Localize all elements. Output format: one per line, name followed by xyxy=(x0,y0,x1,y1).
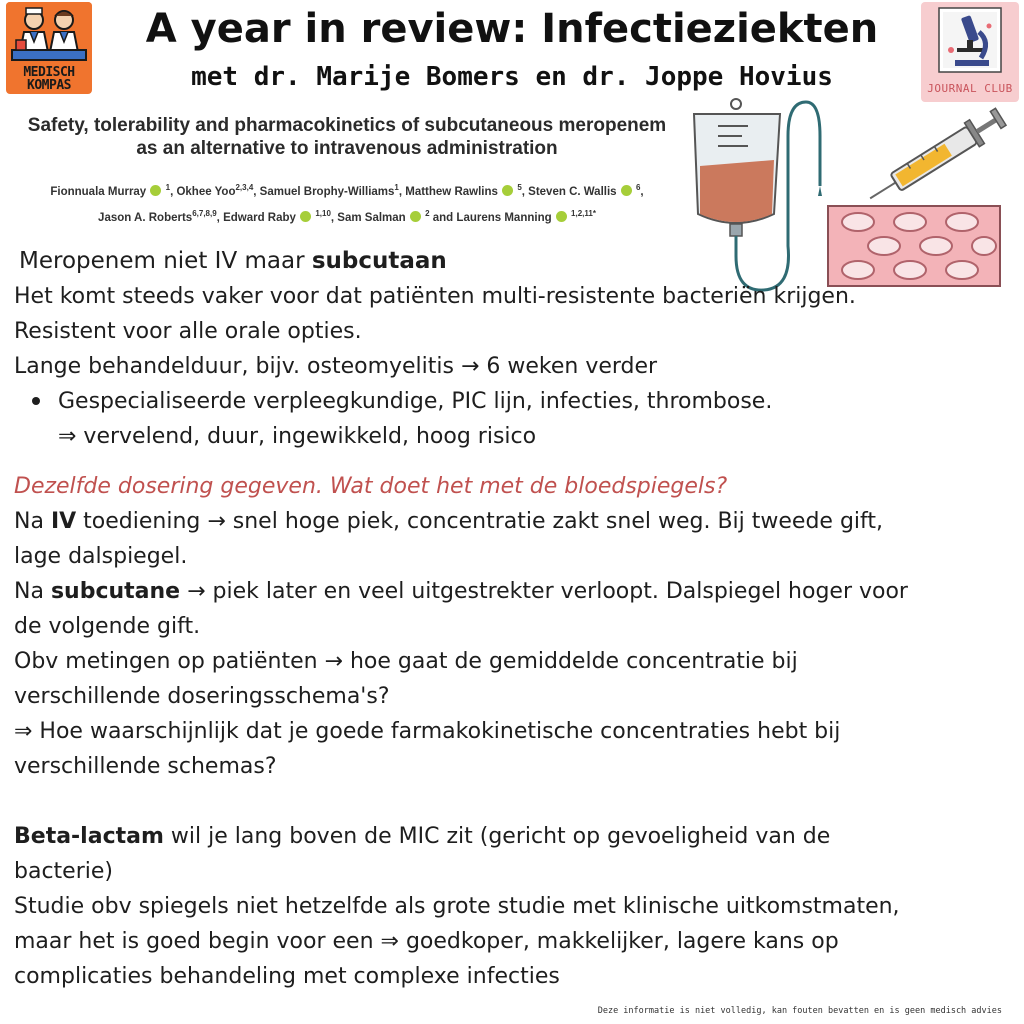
orcid-icon xyxy=(502,185,513,196)
author-affiliation: 1 xyxy=(165,183,171,192)
body-line: Studie obv spiegels niet hetzelfde als grote studie met klinische uitkomstmaten, xyxy=(14,894,900,919)
logo-text-line2: KOMPAS xyxy=(27,78,71,93)
paper-title-line1: Safety, tolerability and pharmacokinetics of subcutaneous meropenem xyxy=(27,115,667,136)
bullet-text: Gespecialiseerde verpleegkundige, PIC lijn, infecties, thrombose. xyxy=(58,389,773,414)
body-line xyxy=(14,574,1024,609)
page-title: A year in review: Infectieziekten xyxy=(145,6,879,52)
body-line xyxy=(14,819,1024,854)
section-heading xyxy=(14,244,1024,279)
author-affiliation: 1,10 xyxy=(315,208,331,218)
bold-span: IV xyxy=(50,509,77,534)
author-name: Samuel Brophy-Williams xyxy=(259,185,395,198)
body-line: de volgende gift. xyxy=(14,614,201,639)
text-span: Na xyxy=(14,509,51,534)
heading-bold: subcutaan xyxy=(311,248,447,274)
text-span: Na xyxy=(14,579,51,604)
orcid-icon xyxy=(410,211,421,222)
author-name: Fionnuala Murray xyxy=(50,185,147,198)
author-name: Edward Raby xyxy=(223,211,296,224)
question-line: Dezelfde dosering gegeven. Wat doet het met de bloedspiegels? xyxy=(14,474,728,499)
paper-title xyxy=(0,114,694,160)
body-line: Lange behandelduur, bijv. osteomyelitis → 6 weken verder xyxy=(14,354,658,379)
medisch-kompas-logo xyxy=(6,2,92,94)
text-span: wil je lang boven de MIC zit (gericht op gevoeligheid van de xyxy=(163,824,831,849)
article-body xyxy=(14,244,1024,994)
body-line: maar het is goed begin voor een ⇒ goedkoper, makkelijker, lagere kans op xyxy=(14,929,839,954)
author-name: Jason A. Roberts xyxy=(98,211,193,224)
paper-title-line2: as an alternative to intravenous administration xyxy=(136,138,558,159)
orcid-icon xyxy=(556,211,567,222)
body-line: lage dalspiegel. xyxy=(14,544,188,569)
author-name: Sam Salman xyxy=(337,211,406,224)
authors-line1: Fionnuala Murray $^1$, Okhee Yoo$^{2,3,4}$, Samuel Brophy-Williams$^1$, Matthew Rawlins $^5$, Steven C. Wallis $^6$, xyxy=(50,183,644,198)
disclaimer: Deze informatie is niet volledig, kan fouten bevatten en is geen medisch advies xyxy=(597,1006,1002,1016)
author-affiliation: 1 xyxy=(394,183,399,192)
body-line: verschillende doseringsschema's? xyxy=(14,684,390,709)
author-name: Matthew Rawlins xyxy=(405,185,498,198)
doctors-icon xyxy=(6,2,92,66)
bold-span: Beta-lactam xyxy=(14,824,164,849)
author-affiliation: 1,2,11* xyxy=(571,208,596,218)
journal-club-text: JOURNAL CLUB xyxy=(927,82,1013,95)
body-line: Obv metingen op patiënten → hoe gaat de gemiddelde concentratie bij xyxy=(14,649,798,674)
body-line: Het komt steeds vaker voor dat patiënten multi-resistente bacteriën krijgen. xyxy=(14,284,856,309)
logo-text-line1: MEDISCH xyxy=(23,65,75,80)
bullet-item xyxy=(14,384,1024,419)
body-line: complicaties behandeling met complexe infecties xyxy=(14,964,560,989)
orcid-icon xyxy=(621,185,632,196)
heading-text: Meropenem niet IV maar xyxy=(19,248,312,274)
body-line: verschillende schemas? xyxy=(14,754,277,779)
bullet-dot-icon xyxy=(32,397,40,405)
author-affiliation: 6,7,8,9 xyxy=(192,208,217,218)
text-span: toediening → snel hoge piek, concentratie zakt snel weg. Bij tweede gift, xyxy=(76,509,884,534)
author-name: Steven C. Wallis xyxy=(528,185,617,198)
orcid-icon xyxy=(300,211,311,222)
text-span: → piek later en veel uitgestrekter verloopt. Dalspiegel hoger voor xyxy=(180,579,908,604)
page-subtitle: met dr. Marije Bomers en dr. Joppe Hovius xyxy=(191,62,833,92)
body-line: Resistent voor alle orale opties. xyxy=(14,319,362,344)
microscope-icon xyxy=(921,2,1019,82)
iv-bag-icon xyxy=(694,99,780,236)
bullet-continuation: ⇒ vervelend, duur, ingewikkeld, hoog risico xyxy=(58,424,537,449)
bold-span: subcutane xyxy=(50,579,181,604)
journal-club-logo xyxy=(921,2,1019,102)
body-line: bacterie) xyxy=(14,859,113,884)
author-affiliation: 5 xyxy=(517,183,522,192)
author-name: Okhee Yoo xyxy=(176,185,236,198)
body-line xyxy=(14,504,1024,539)
syringe-icon xyxy=(863,105,1008,210)
spacer xyxy=(14,784,1024,819)
body-line: ⇒ Hoe waarschijnlijk dat je goede farmakokinetische concentraties hebt bij xyxy=(14,719,841,744)
author-affiliation: 2,3,4 xyxy=(235,183,254,192)
paper-authors xyxy=(0,177,694,229)
author-name: Laurens Manning xyxy=(456,211,552,224)
author-affiliation: 2 xyxy=(425,208,430,218)
author-affiliation: 6 xyxy=(635,183,641,192)
and-word: and xyxy=(432,211,454,224)
authors-line2: Jason A. Roberts$^{6,7,8,9}$, Edward Raby $^{1,10}$, Sam Salman $^2$ and Laurens Manning $^{1,2,11*}$ xyxy=(98,208,596,224)
orcid-icon xyxy=(150,185,161,196)
